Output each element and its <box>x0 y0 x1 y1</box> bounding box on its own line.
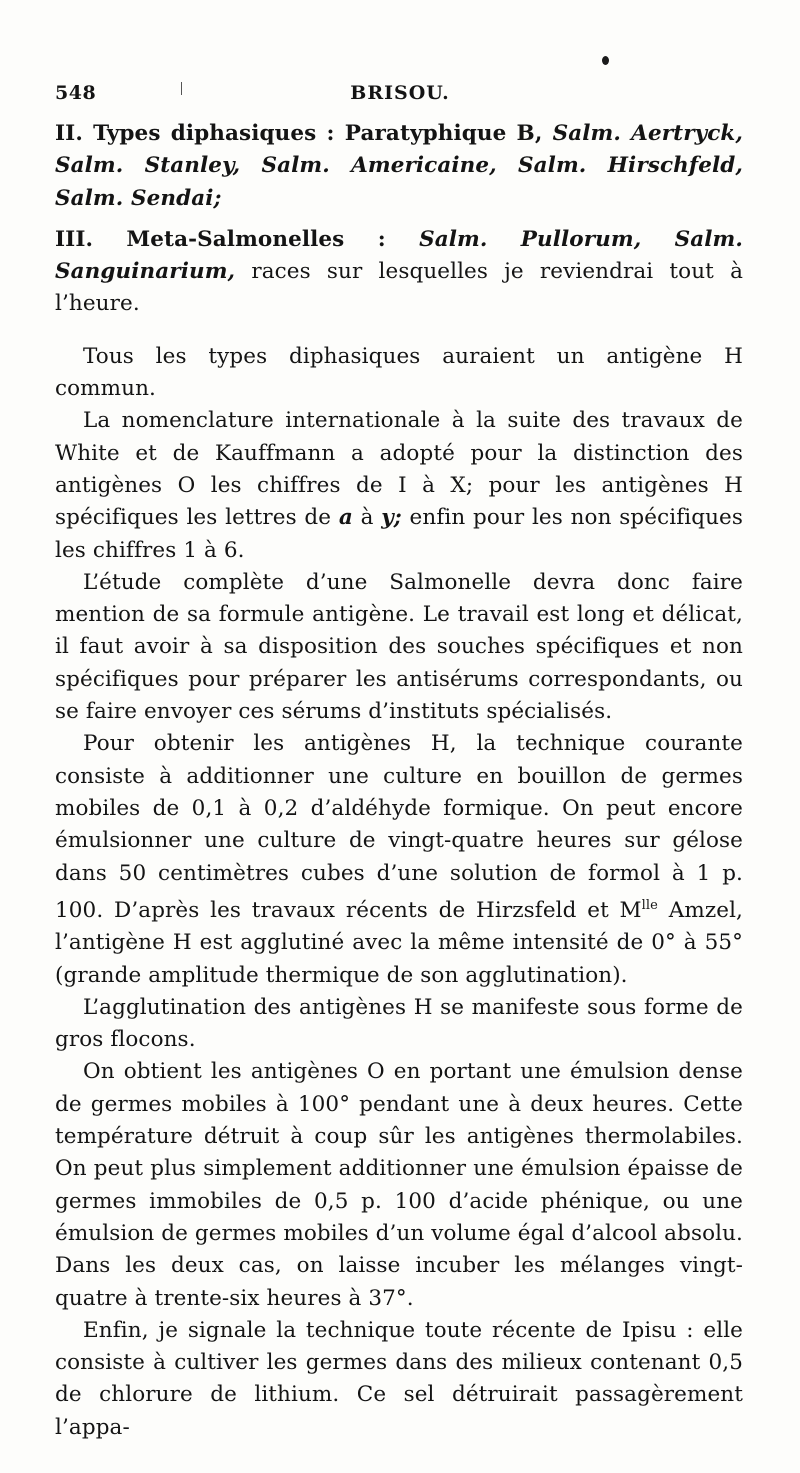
list-item-species: Salm. Pullorum, Salm. Sanguinarium, <box>55 226 743 285</box>
paragraph: L’étude complète d’une Salmonelle devra donc faire mention de sa formule antigène. Le travail est long et délicat, il faut avoir à sa disposition des souches spécifiques et non spécifiques pour préparer les antisérums correspondants, ou se faire envoyer ces sérums d’instituts spécialisés. <box>55 569 743 725</box>
paragraph-text: Pour obtenir les antigènes H, la technique courante consiste à additionner une culture en bouillon de germes mobiles de 0,1 à 0,2 d’aldéhyde formique. On peut encore émulsionner une culture de vingt-quatre heures sur gélose dans 50 centimètres cubes d’une solution de formol à 1 p. 100. D’après les travaux récents de Hirzsfeld et M <box>55 731 743 923</box>
letter-a: a <box>338 505 353 531</box>
letter-y: y; <box>381 505 402 531</box>
paragraph <box>55 405 743 566</box>
page-number: 548 <box>55 82 97 104</box>
paragraph: Tous les types diphasiques auraient un antigène H commun. <box>55 343 743 402</box>
running-head: BRISOU. <box>350 82 450 104</box>
body-text <box>55 118 743 1444</box>
list-item-lead: III. Meta-Salmonelles : <box>55 226 420 252</box>
paragraph <box>55 728 743 992</box>
paragraph: Enfin, je signale la technique toute récente de Ipisu : elle consiste à cultiver les germes dans des milieux contenant 0,5 de chlorure de lithium. Ce sel détruirait passagèrement l’appa- <box>55 1317 743 1440</box>
list-item-lead: II. Types diphasiques : Paratyphique B, <box>55 121 553 146</box>
paragraph: On obtient les antigènes O en portant une émulsion dense de germes mobiles à 100° pendant une à deux heures. Cette température détruit à coup sûr les antigènes thermolabiles. On peut plus simplement additionner une émulsion épaisse de germes immobiles de 0,5 p. 100 d’acide phénique, ou une émulsion de germes mobiles d’un volume égal d’alcool absolu. Dans les deux cas, on laisse incuber les mélanges vingt-quatre à trente-six heures à 37°. <box>55 1059 743 1311</box>
superscript: lle <box>641 897 658 913</box>
list-item-species: Salm. Aertryck, Salm. Stanley, Salm. Americaine, Salm. Hirschfeld, Salm. Sendai; <box>55 121 743 211</box>
list-item-meta-salmonelles <box>55 224 743 321</box>
paragraph-text: Amzel, l’antigène H est agglutiné avec la même intensité de 0° à 55° (grande amplitude thermique de son agglutination). <box>55 897 743 988</box>
paragraph-text: La nomenclature internationale à la suite des travaux de White et de Kauffmann a adopté pour la distinction des antigènes O les chiffres de I à X; pour les antigènes H spécifiques les lettres de <box>55 408 743 531</box>
ink-dot <box>602 56 609 65</box>
paragraph-text: enfin pour les non spécifiques les chiffres 1 à 6. <box>55 505 743 563</box>
list-item-tail: races sur lesquelles je reviendrai tout à l’heure. <box>55 259 743 317</box>
list-item-types-diphasiques <box>55 118 743 215</box>
paragraph: L’agglutination des antigènes H se manifeste sous forme de gros flocons. <box>55 994 743 1053</box>
page-header <box>55 82 745 112</box>
paragraph-text: à <box>352 505 382 531</box>
